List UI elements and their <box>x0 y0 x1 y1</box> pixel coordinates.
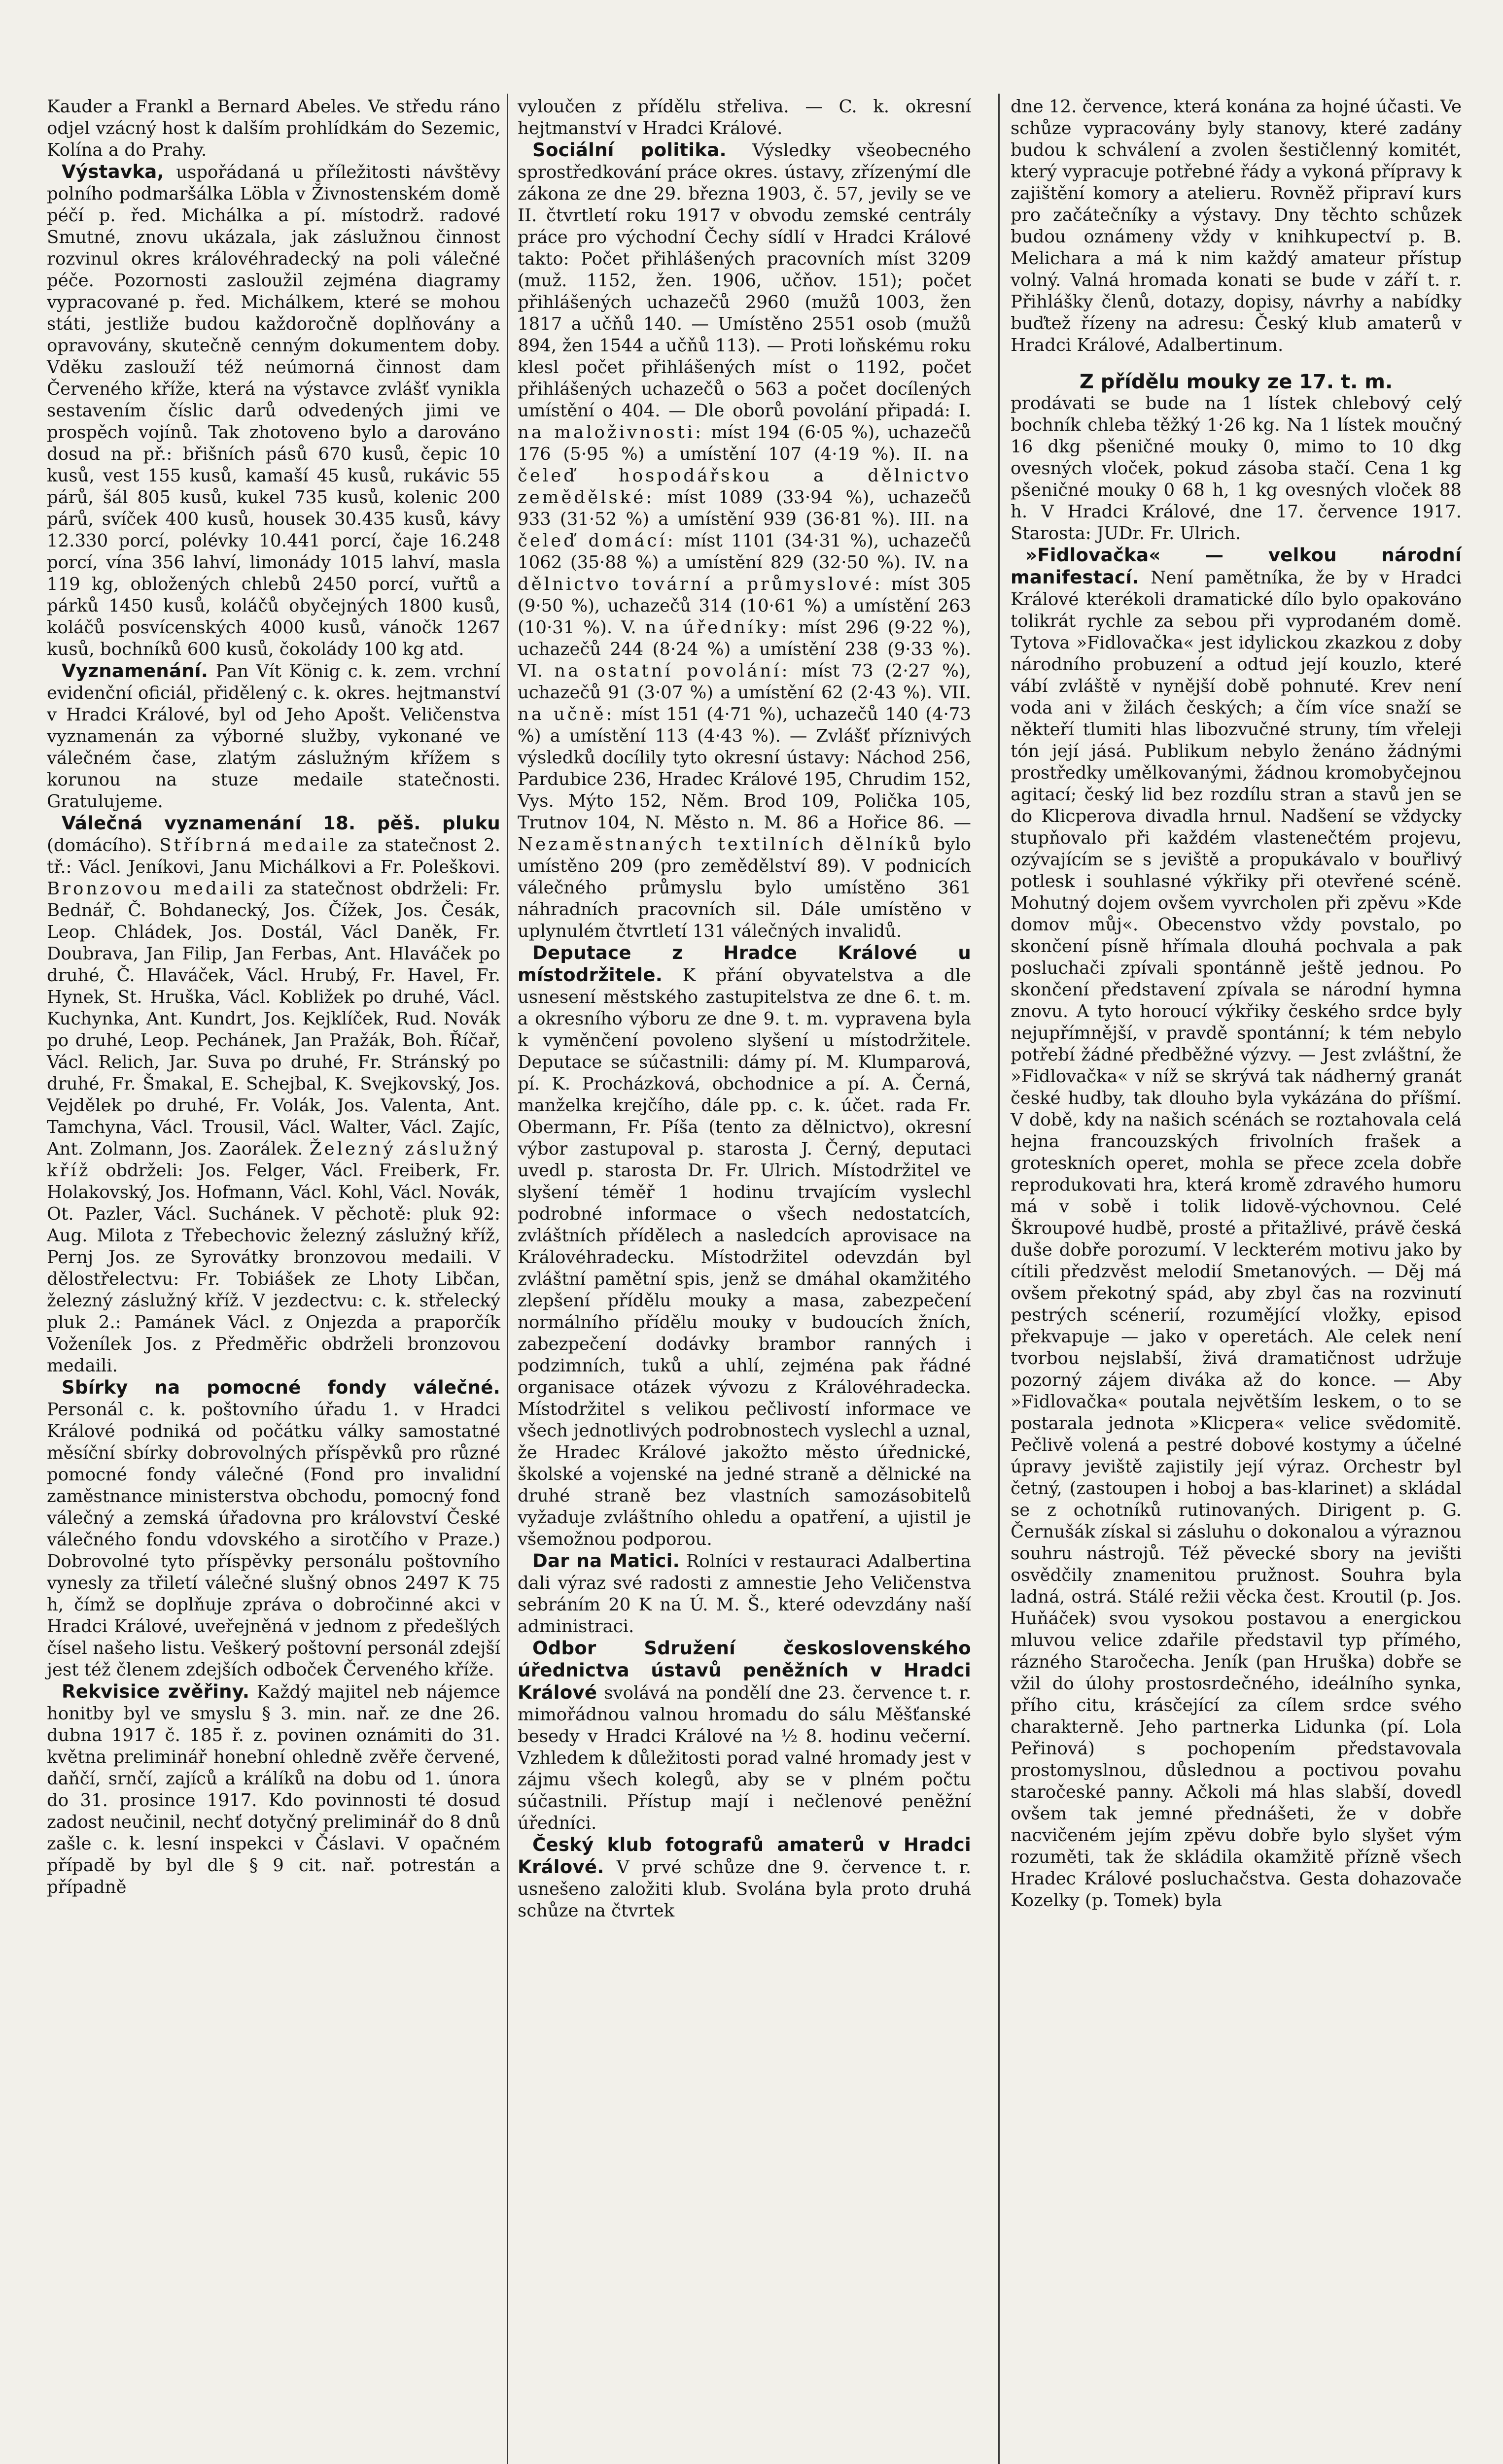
article-text: Rolníci v restauraci Adalbertina dali výraz své radosti z amnestie Jeho Veličenstva sebráním 20 K na Ú. M. Š., které odevzdány naší administraci. <box>518 1551 971 1637</box>
article-text: Není pamětníka, že by v Hradci Králové kterékoli dramatické dílo bylo opakováno tolikrát rychle za sebou při vyprodaném domě. Tytova »Fidlovačka« jest idylickou zkazkou z doby národního probuzení a odtud její kouzlo, které vábí zvláště v nynější době pohnuté. Krev není voda ani v žilách českých; a čím více snaží se někteří tlumiti hlas libozvučné struny, tím vřeleji tón její jásá. Publikum nebylo ženáno žádnými prostředky umělkovanými, žádnou kromobyčejnou agitací; český lid bez rozdílu stran a stavů jen se do Klicperova divadla hrnul. Nadšení se vždycky stupňovalo při každém vlastenečtém projevu, ozývajícím se s jeviště a propukávalo v bouřlivý potlesk i souhlasné výkřiky při otevřené scéně. Mohutný dojem ovšem vyvrcholen při zpěvu »Kde domov můj«. Obecenstvo vždy povstalo, po skončení písně hřímala dlouhá pochvala a pak posluchači zpívali spontánně ještě jednou. Po skončení představení zpívala se národní hymna znovu. A tyto horoucí výkřiky českého srdce byly nejupřímnější, v pravdě spontánní; k tém nebylo potřebí žádné předběžné výzvy. — Jest zvláštní, že »Fidlovačka« v níž se skrývá tak nádherný granát české hudby, tak dlouho byla vykázána do příšmí. V době, kdy na našich scénách se roztahovala celá hejna francouzských frivolních frašek a groteskních operet, mohla se přece zcela dobře reprodukovati hra, která kromě zdravého humoru má v sobě i tolik lidově-výchovnou. Celé Škroupové hudbě, prosté a přitažlivé, právě česká duše dobře porozumí. V leckterém motivu jako by cítili předzvěst melodií Smetanových. — Děj má ovšem překotný spád, aby zbyl čas na rozvinutí pestrých scénerií, rozumějící vložky, episod překvapuje — jako v operetách. Ale celek není tvorbou nejslabší, živá dramatičnost udržuje pozorný zájem diváka až do konce. — Aby »Fidlovačka« poutala největším leskem, o to se postarala jednota »Klicpera« velice svědomitě. Pečlivě volená a pestré dobové kostymy a účelné úpravy jeviště zajistily její výraz. Orchestr byl četný, (zastoupen i hoboj a bas-klarinet) a skládal se z ochotníků rutinovaných. Dirigent p. G. Černušák získal si zásluhu o dokonalou a výraznou souhru nástrojů. Též pěvecké sbory na jevišti osvědčily znamenitou pružnost. Souhra byla ladná, ostrá. Stálé režii věcka čest. Kroutil (p. Jos. Huňáček) svou vysokou postavou a energickou mluvou velice zdařile představil typ přímého, rázného Staročecha. Jeník (pan Hruška) dobře se vžil do úlohy prostosrdečného, ideálního synka, přího citu, krásčející za cílem srdce svého charakterně. Jeho partnerka Lidunka (pí. Lola Peřinová) s pochopením představovala prostomyslnou, důslednou a poctivou povahu staročeské panny. Ačkoli má hlas slabší, dovedl ovšem tak jemné přednášeti, že v dobře nacvičeném jejím zpěvu dobře bylo slyšet vým rozuměti, tak že skládila okamžitě přízně všech Hradec Králové posluchačstva. Gesta dohazovače Kozelky (p. Tomek) byla <box>1011 568 1462 1911</box>
article-text: Pan Vít König c. k. zem. vrchní evidenční oficiál, přidělený c. k. okres. hejtmanství v Hradci Králové, byl od Jeho Apošt. Veličenstva vyznamenán za výborné služby, vykonané ve válečném čase, zlatým záslužným křížem s korunou na stuze medaile statečnosti. Gratulujeme. <box>47 661 500 812</box>
spaced-text: na čeleď domácí: <box>518 509 971 551</box>
article-fidlovacka <box>1011 545 1462 1912</box>
paragraph: dne 12. července, která konána za hojné účasti. Ve schůze vypracovány byly stanovy, které zadány budou k schválení a zvolen šestičlenný komitét, který vypracuje potřebné řády a vykoná přípravy k zajištění komory a atelieru. Rovněž připraví kurs pro začátečníky a výstavy. Dny těchto schůzek budou oznámeny vždy v knihkupectví p. B. Melichara a má k nim každý amateur přístup volný. Valná hromada konati se bude v září t. r. Přihlášky členů, dotazy, dopisy, návrhy a nabídky buďtež řízeny na adresu: Český klub amaterů v Hradci Králové, Adalbertinum. <box>1011 97 1462 355</box>
article-text: míst 151 (4·71 %), uchazečů 140 (4·73 %) a umístění 113 (4·43 %). — Zvlášť příznivých výsledků docílily tyto okresní ústavy: Náchod 256, Pardubice 236, Hradec Králové 195, Chrudim 152, Vys. Mýto 152, Něm. Brod 109, Polička 105, Trutnov 104, N. Město n. M. 86 a Hořice 86. — <box>518 704 971 833</box>
headline: Deputace z Hradce Králové u místodržitele. <box>518 942 971 986</box>
spaced-text: na učně: <box>518 704 615 724</box>
spaced-text: na ostatní povolání: <box>554 661 790 681</box>
article-text: za statečnost obdrželi: Fr. Bednář, Č. Bohdanecký, Jos. Čížek, Jos. Česák, Leop. Chládek, Jos. Dostál, Václ Daněk, Fr. Doubrava, Jan Filip, Jan Ferbas, Ant. Hlaváček po druhé, Č. Hlaváček, Václ. Hrubý, Fr. Havel, Fr. Hynek, St. Hruška, Václ. Kobližek po druhé, Václ. Kuchynka, Ant. Kundrt, Jos. Kejklíček, Rud. Novák po druhé, Leop. Pechánek, Jan Pražák, Boh. Říčař, Václ. Relich, Jar. Suva po druhé, Fr. Stránský po druhé, Fr. Šmakal, E. Schejbal, K. Svejkovský, Jos. Vejdělek po druhé, Fr. Volák, Jos. Valenta, Ant. Tamchyna, Václ. Trousil, Václ. Walter, Václ. Zajíc, Ant. Zolmann, Jos. Zaorálek. <box>47 879 500 1159</box>
article-text: Personál c. k. poštovního úřadu 1. v Hradci Králové podniká od počátku války samostatné měsíční sbírky dobrovolných příspěvků pro různé pomocné fondy válečné (Fond pro invalidní zaměstnance ministerstva obchodu, pomocný fond válečný a zemská úřadovna pro království České válečného fondu vdovského a sirotčího v Praze.) Dobrovolné tyto příspěvky personálu poštovního vynesly za třiletí válečné slušný obnos 2497 K 75 h, čímž se doplňuje zpráva o dobročinné akci v Hradci Králové, uveřejněná v jednom z předešlých čísel našeho listu. Veškerý poštovní personál zdejší jest též členem zdejších odboček Červeného kříže. <box>47 1400 500 1680</box>
article-text: Každý majitel neb nájemce honitby byl ve smyslu § 3. min. nař. ze dne 26. dubna 1917 č. 185 ř. z. povinen oznámiti do 31. května preliminář honební ohledně zvěře červené, daňčí, srnčí, zajíců a králíků na dobu od 1. února do 31. prosince 1917. Kdo povinnosti té dosud zadost neučinil, nechť dotyčný preliminář do 8 dnů zašle c. k. lesní inspekci v Čáslavi. V opačném případě by byl dle § 9 cit. nař. potrestán a případně <box>47 1682 500 1897</box>
article-klub <box>518 1834 971 1922</box>
article-dar <box>518 1550 971 1638</box>
article-odbor <box>518 1638 971 1834</box>
headline: Odbor Sdružení československého úřednictva ústavů peněžních v Hradci Králové <box>518 1638 971 1703</box>
article-text: míst 296 (9·22 %), uchazečů 244 (8·24 %) a umístění 238 (9·33 %). VI. <box>518 617 972 681</box>
article-text: míst 73 (2·27 %), uchazečů 91 (3·07 %) a umístění 62 (2·43 %). VII. <box>518 661 971 703</box>
paragraph: vyloučen z přídělu střeliva. — C. k. okresní hejtmanství v Hradci Králové. <box>518 97 971 138</box>
headline: Výstavka, <box>62 161 164 182</box>
headline: Válečná vyznamenání 18. pěš. pluku <box>62 813 500 834</box>
article-rekvisice <box>47 1681 500 1898</box>
article-text: Výsledky všeobecného sprostředkování práce okres. ústavy, zřízenýmí dle zákona ze dne 29. března 1903, č. 57, jevily se ve II. čtvrtletí roku 1917 v obvodu zemské centrály práce pro východní Čechy sídlí v Hradci Králové takto: Počet přihlášených pracovních míst 3209 (muž. 1152, žen. 1906, učňov. 151); počet přihlášených uchazečů 2960 (mužů 1003, žen 1817 a učňů 140. — Umístěno 2551 osob (mužů 894, žen 1544 a učňů 113). — Proti loňskému roku klesl počet přihlášených míst o 1192, počet přihlášených uchazečů o 563 a počet docílených umístění o 404. — Dle oborů povolání připadá: I. <box>518 140 971 421</box>
headline: Sbírky na pomocné fondy válečné. <box>62 1377 500 1398</box>
column-3 <box>1011 96 1462 1912</box>
spaced-text: Železný záslužný kříž <box>47 1139 500 1181</box>
article-text: bylo umístěno 209 (pro zemědělství 89). V podnicích válečného průmyslu bylo umístěno 361 náhradních pracovních sil. Dále umístěno v uplynulém čtvrtletí 131 válečných invalidů. <box>518 834 971 941</box>
article-sbirky <box>47 1377 500 1681</box>
article-text: svolává na pondělí dne 23. července t. r. mimořádnou valnou hromadu do sálu Měšťanské besedy v Hradci Králové na ½ 8. hodinu večerní. Vzhledem k důležitosti porad valné hromady jest v zájmu všech kolegů, aby se v plném počtu súčastnili. Přístup mají i nečlenové peněžní úředníci. <box>518 1683 971 1833</box>
spaced-text: na dělnictvo tovární a průmyslové: <box>518 552 971 594</box>
spaced-text: Bronzovou medaili <box>47 879 256 899</box>
headline: Dar na Matici. <box>532 1550 680 1572</box>
spaced-text: na úředníky: <box>645 617 790 638</box>
headline-mouka: Z přídělu mouky ze 17. t. m. <box>1079 371 1393 393</box>
article-text: míst 1089 (33·94 %), uchazečů 933 (31·52 %) a umístění 939 (36·81 %). III. <box>518 487 971 529</box>
column-2 <box>518 96 971 1922</box>
column-1 <box>47 96 500 1898</box>
article-socialni <box>518 139 971 942</box>
article-text: (domácího). <box>47 835 152 856</box>
article-text: uspořádaná u příležitosti návštěvy polního podmaršálka Löbla v Živnostenském domě péčí p. řed. Michálka a pí. místodrž. radové Smutné, znovu ukázala, jak záslužnou činnost rozvinul okres královéhradecký na poli válečné péče. Pozornosti zasloužil zejména diagramy vypracované p. řed. Michálkem, které se mohou státi, jestliže budou každoročně doplňovány a opravovány, skutečně cenným dokumentem doby. Vděku zaslouží též neúmorná činnost dam Červeného kříže, která na výstavce zvlášť vynikla sestavením číslic darů odvedených jimi ve prospěch vojínů. Tak zhotoveno bylo a darováno dosud na př.: břišních pásů 670 kusů, čepic 10 kusů, vest 155 kusů, kamaší 45 kusů, rukávic 55 párů, šál 805 kusů, kukel 735 kusů, kolenic 200 párů, svíček 400 kusů, housek 30.435 kusů, kávy 12.330 porcí, polévky 10.441 porcí, čaje 16.248 porcí, vína 356 lahví, limonády 1015 lahví, masla 119 kg, obložených chlebů 2450 porcí, vuřtů a párků 1450 kusů, koláčů obyčejných 1800 kusů, koláčů posvícenských 4000 kusů, vánočk 1267 kusů, bochníků 600 kusů, čokolády 100 kg atd. <box>47 162 500 659</box>
column-rule <box>998 94 1000 2464</box>
paragraph: Kauder a Frankl a Bernard Abeles. Ve středu ráno odjel vzácný host k dalším prohlídkám do Sezemic, Kolína a do Prahy. <box>47 97 500 160</box>
article-vystavka <box>47 161 500 660</box>
article-text: prodávati se bude na 1 lístek chlebový celý bochník chleba těžký 1·26 kg. Na 1 lístek moučný 16 dkg pšeničné mouky 0, mimo to 10 dkg ovesných vloček, pokud zásoba stačí. Cena 1 kg pšeničné mouky 0 68 h, 1 kg ovesných vloček 88 h. V Hradci Králové, dne 17. července 1917. Starosta: JUDr. Fr. Ulrich. <box>1011 393 1462 544</box>
spaced-text: Nezaměstnaných textilních dělníků <box>518 834 923 855</box>
article-text: za statečnost 2. tř.: Václ. Jeníkovi, Janu Michálkovi a Fr. Poleškovi. <box>47 835 500 877</box>
article-text: míst 194 (6·05 %), uchazečů 176 (5·95 %) a umístění 107 (4·19 %). II. <box>518 422 972 464</box>
headline: Český klub fotografů amaterů v Hradci Králové. <box>518 1834 971 1878</box>
article-text: K přání obyvatelstva a dle usnesení městského zastupitelstva ze dne 6. t. m. a okresního výboru ze dne 9. t. m. vypravena byla k vyměnčení povoleno slyšení u místodržitele. Deputace se súčastnili: dámy pí. M. Klumparová, pí. K. Procházková, obchodnice a pí. A. Černá, manželka krejčího, dále pp. c. k. účet. rada Fr. Obermann, Fr. Píša (tento za dělnictvo), okresní výbor zastupoval p. starosta J. Černý, deputaci uvedl p. starosta Dr. Fr. Ulrich. Místodržitel ve slyšení téměř 1 hodinu trvajícím vyslechl podrobné informace o všech nedostatcích, zvláštních přídělech a nasledcích aprovisace na Královéhradecku. Místodržitel odevzdán byl zvláštní pamětní spis, jenž se dmáhal okamžitého zlepšení přídělu mouky a masa, zabezpečení normálního přídělu mouky v budoucích žních, zabezpečení dodávky brambor ranných i podzimních, tuků a uhlí, zejména pak řádné organisace otázek vývozu z Královéhradecka. Místodržitel s velikou pečlivostí informace ve všech jednotlivých podrobnostech vyslechl a uznal, že Hradec Králové jakožto město úřednické, školské a vojenské na jedné straně a dělnické na druhé straně bez vlastních samozásobitelů vyžaduje zvláštního ohledu a opatření, a ujistil je všemožnou podporou. <box>518 965 971 1549</box>
spaced-text: na čeleď hospodářskou a dělnictvo zemědělské: <box>518 444 971 508</box>
column-rule <box>507 94 508 2464</box>
headline: Vyznamenání. <box>62 660 209 682</box>
article-deputace <box>518 942 971 1550</box>
article-text: míst 305 (9·50 %), uchazečů 314 (10·61 %) a umístění 263 (10·31 %). V. <box>518 574 971 638</box>
article-text: míst 1101 (34·31 %), uchazečů 1062 (35·88 %) a umístění 829 (32·50 %). IV. <box>518 531 971 573</box>
headline: »Fidlovačka« — velkou národní manifestací. <box>1011 545 1462 588</box>
article-vyznamenani <box>47 660 500 813</box>
article-valecna <box>47 813 500 1377</box>
article-text: obdrželi: Jos. Felger, Václ. Freiberk, Fr. Holakovský, Jos. Hofmann, Václ. Kohl, Václ. Novák, Ot. Pazler, Václ. Suchánek. V pěchotě: pluk 92: Aug. Milota z Třebechovic železný záslužný kříž, Pernj Jos. ze Syrovátky bronzovou medaili. V dělostřelectvu: Fr. Tobiášek ze Lhoty Libčan, železný záslužný kříž. V jezdectvu: c. k. střelecký pluk 2.: Pamánek Václ. z Onjezda a praporčík Voženílek Jos. z Předměřic obdrželi bronzovou medaili. <box>47 1161 500 1376</box>
article-text: V prvé schůze dne 9. července t. r. usnešeno založiti klub. Svolána byla proto druhá schůze na čtvrtek <box>518 1857 971 1921</box>
spaced-text: na maloživnosti: <box>518 422 704 443</box>
headline: Sociální politika. <box>532 139 727 161</box>
headline: Rekvisice zvěřiny. <box>62 1681 250 1702</box>
spaced-text: Stříbrná medaile <box>159 835 351 856</box>
